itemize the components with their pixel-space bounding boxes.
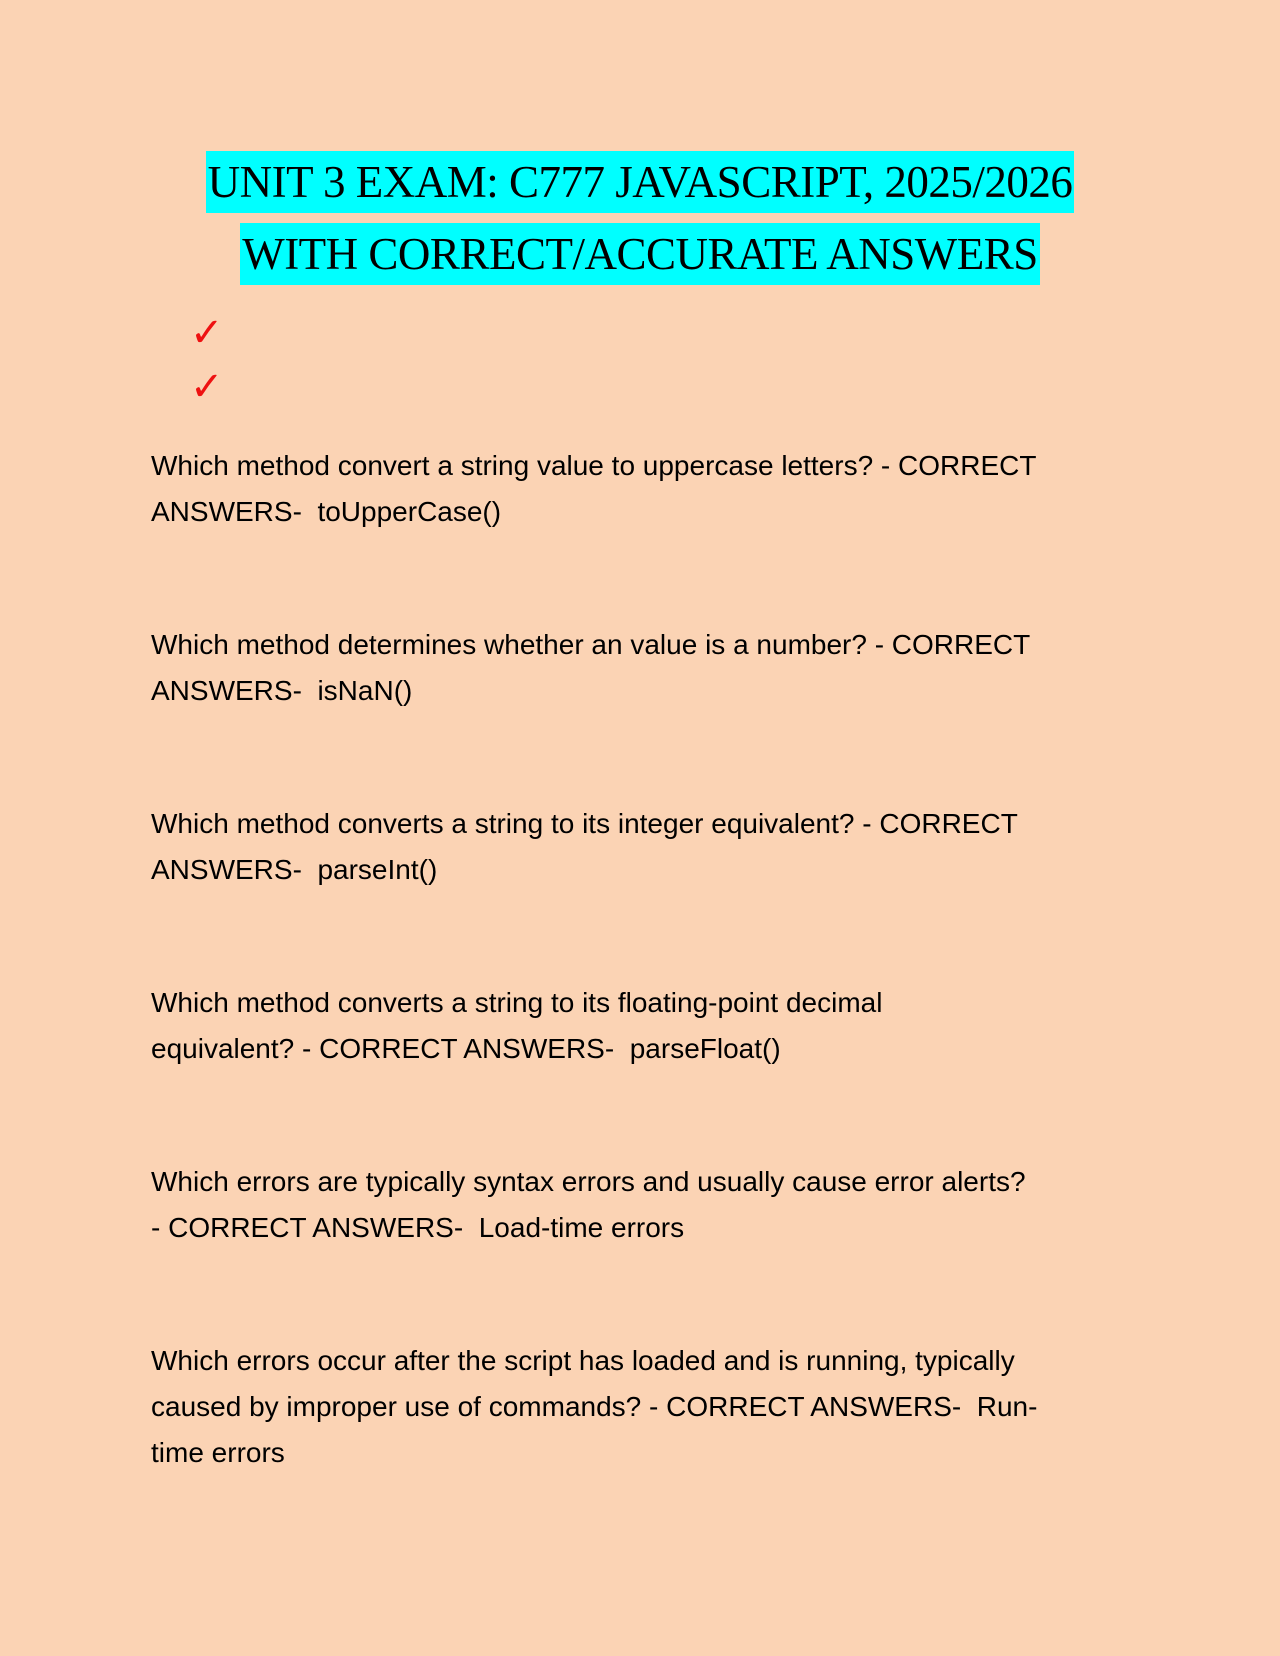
title-text: WITH CORRECT/ACCURATE ANSWERS [240, 223, 1040, 285]
qa-line: ANSWERS- toUpperCase() [151, 496, 502, 527]
qa-line: equivalent? - CORRECT ANSWERS- parseFloat() [151, 1033, 781, 1064]
question-answer-5 [151, 1159, 1151, 1251]
qa-line: - CORRECT ANSWERS- Load-time errors [151, 1212, 685, 1243]
qa-line: ANSWERS- parseInt() [151, 854, 438, 885]
question-answer-4 [151, 980, 1151, 1072]
qa-line: Which method convert a string value to uppercase letters? - CORRECT [151, 450, 1037, 481]
qa-line: caused by improper use of commands? - CORRECT ANSWERS- Run- [151, 1391, 1038, 1422]
qa-line: Which errors occur after the script has loaded and is running, typically [151, 1345, 1015, 1376]
checkmark-icon: ✓ [190, 310, 224, 356]
question-answer-3 [151, 801, 1151, 893]
qa-line: Which method converts a string to its floating-point decimal [151, 987, 883, 1018]
qa-line: Which errors are typically syntax errors and usually cause error alerts? [151, 1166, 1026, 1197]
qa-line: ANSWERS- isNaN() [151, 675, 413, 706]
question-answer-2 [151, 622, 1151, 714]
document-title-line-1 [0, 151, 1280, 213]
qa-line: Which method converts a string to its integer equivalent? - CORRECT [151, 808, 1018, 839]
qa-line: time errors [151, 1437, 285, 1468]
qa-line: Which method determines whether an value is a number? - CORRECT [151, 629, 1031, 660]
question-answer-6 [151, 1338, 1151, 1476]
question-answer-1 [151, 443, 1151, 535]
document-title-line-2 [0, 223, 1280, 285]
title-text: UNIT 3 EXAM: C777 JAVASCRIPT, 2025/2026 [206, 151, 1075, 213]
checkmark-icon: ✓ [190, 364, 224, 410]
